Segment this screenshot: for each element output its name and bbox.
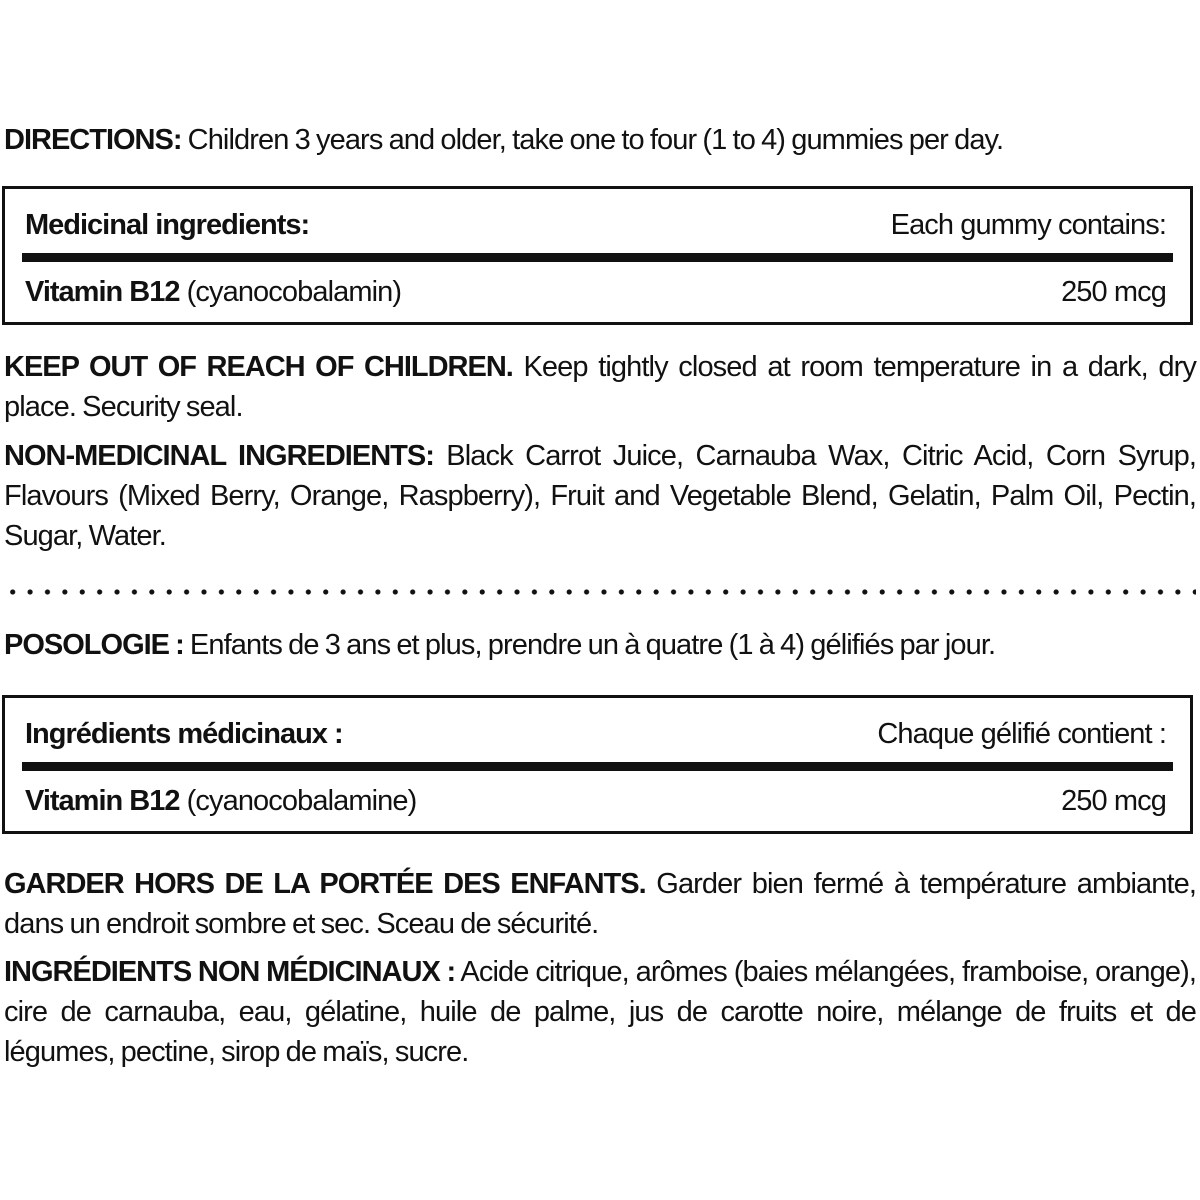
directions-en xyxy=(4,124,1196,157)
directions-text-fr: Enfants de 3 ans et plus, prendre un à quatre (1 à 4) gélifiés par jour. xyxy=(183,629,996,661)
table-rule-fr xyxy=(22,762,1173,771)
warning-en xyxy=(4,347,1196,427)
table-row-fr xyxy=(25,779,1166,823)
non-medicinal-en xyxy=(4,436,1196,556)
directions-heading-fr: POSOLOGIE : xyxy=(4,629,184,661)
non-medicinal-heading-fr: INGRÉDIENTS NON MÉDICINAUX : xyxy=(4,956,456,988)
table-rule-en xyxy=(22,253,1173,262)
non-medicinal-text-fr: Acide citrique, arômes (baies mélangées, framboise, orange), cire de carnauba, eau, gélatine, huile de palme, jus de carotte noire, mélange de fruits et de légumes, pectine, sirop de maïs, sucre. xyxy=(4,956,1196,1068)
ingredient-cell-fr xyxy=(25,785,416,818)
table-header-fr xyxy=(25,712,1166,756)
non-medicinal-text-en: Black Carrot Juice, Carnauba Wax, Citric Acid, Corn Syrup, Flavours (Mixed Berry, Orange, Raspberry), Fruit and Vegetable Blend, Gelatin, Palm Oil, Pectin, Sugar, Water. xyxy=(4,440,1196,552)
non-medicinal-heading-en: NON-MEDICINAL INGREDIENTS: xyxy=(4,440,434,472)
ingredient-name-fr: Vitamin B12 xyxy=(25,784,180,817)
ingredient-name-en: Vitamin B12 xyxy=(25,275,180,308)
ingredient-amount-en: 250 mcg xyxy=(1061,275,1166,308)
directions-heading-en: DIRECTIONS: xyxy=(4,124,182,156)
table-header-right-fr: Chaque gélifié contient : xyxy=(877,717,1166,750)
table-header-left-fr: Ingrédients médicinaux : xyxy=(25,717,343,750)
table-row-en xyxy=(25,270,1166,314)
directions-text-en: Children 3 years and older, take one to four (1 to 4) gummies per day. xyxy=(181,124,1004,156)
warning-text-en: Keep tightly closed at room temperature in a dark, dry place. Security seal. xyxy=(4,351,1196,423)
medicinal-table-en xyxy=(2,186,1193,325)
table-header-right-en: Each gummy contains: xyxy=(890,208,1166,241)
directions-fr xyxy=(4,629,1196,662)
dotted-separator xyxy=(4,587,1196,597)
ingredient-cell-en xyxy=(25,276,401,309)
warning-heading-fr: GARDER HORS DE LA PORTÉE DES ENFANTS. xyxy=(4,868,646,900)
warning-text-fr: Garder bien fermé à température ambiante, dans un endroit sombre et sec. Sceau de sécurité. xyxy=(4,868,1196,940)
table-header-en xyxy=(25,203,1166,247)
table-header-left-en: Medicinal ingredients: xyxy=(25,208,310,241)
warning-heading-en: KEEP OUT OF REACH OF CHILDREN. xyxy=(4,351,513,383)
ingredient-amount-fr: 250 mcg xyxy=(1061,784,1166,817)
medicinal-table-fr xyxy=(2,695,1193,834)
ingredient-detail-en: (cyanocobalamin) xyxy=(179,275,402,308)
warning-fr xyxy=(4,864,1196,944)
ingredient-detail-fr: (cyanocobalamine) xyxy=(179,784,417,817)
non-medicinal-fr xyxy=(4,952,1196,1072)
